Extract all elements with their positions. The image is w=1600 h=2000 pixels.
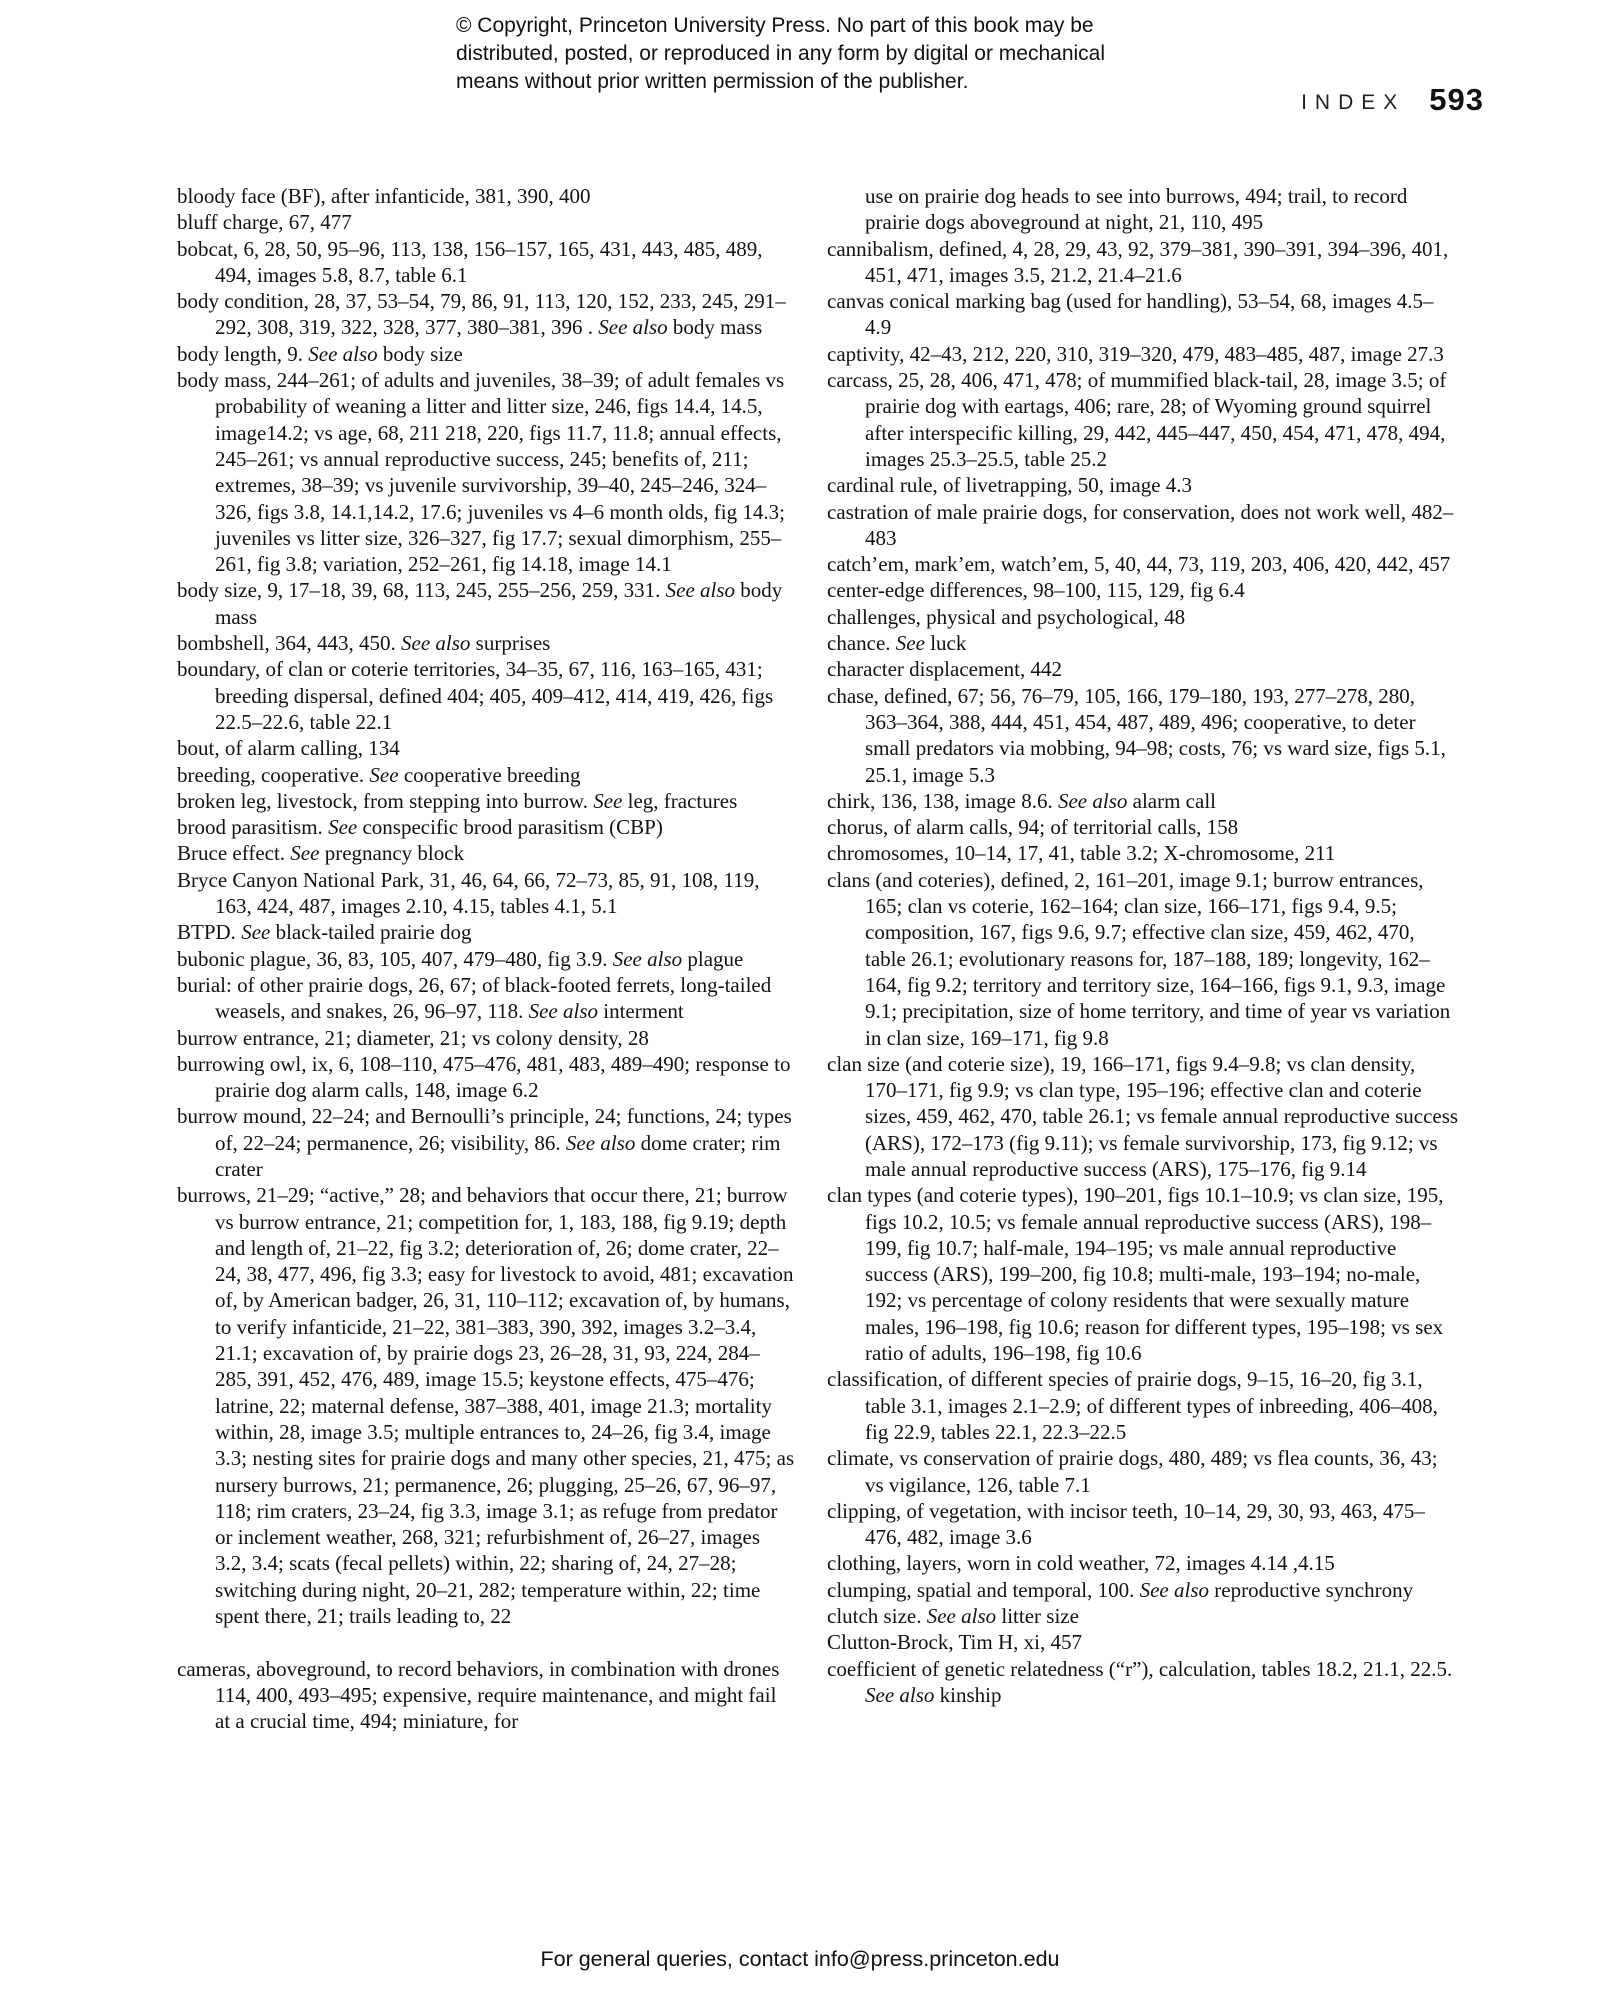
entry-text: clipping, of vegetation, with incisor teeth, 10–14, 29, 30, 93, 463, 475–476, 482, image 3.6 (827, 1498, 1425, 1550)
entry-text: body condition, 28, 37, 53–54, 79, 86, 91, 113, 120, 152, 233, 245, 291–292, 308, 319, 322, 328, 377, 380–381, 396 . (177, 289, 786, 340)
footer-text: For general queries, contact info@press.princeton.edu (540, 1947, 1060, 1971)
index-entry (177, 735, 795, 761)
index-entry (827, 341, 1459, 367)
entry-text: climate, vs conservation of prairie dogs, 480, 489; vs flea counts, 36, 43; vs vigilance, 126, table 7.1 (827, 1446, 1438, 1497)
index-entry (827, 656, 1459, 682)
entry-text: clumping, spatial and temporal, 100. (827, 1577, 1140, 1602)
index-entry (177, 367, 795, 577)
entry-text: plague (682, 946, 744, 971)
entry-text: clutch size. (827, 1604, 927, 1629)
index-entry-continuation (827, 183, 1459, 236)
entry-text: bobcat, 6, 28, 50, 95–96, 113, 138, 156–157, 165, 431, 443, 485, 489, 494, images 5.8, 8.7, table 6.1 (177, 236, 763, 287)
see-reference: See (328, 815, 358, 840)
index-entry (177, 814, 795, 840)
entry-text: burial: of other prairie dogs, 26, 67; of black-footed ferrets, long-tailed weasels, and snakes, 26, 96–97, 118. (177, 972, 772, 1024)
entry-text: captivity, 42–43, 212, 220, 310, 319–320, 479, 483–485, 487, image 27.3 (827, 341, 1444, 366)
entry-text: canvas conical marking bag (used for handling), 53–54, 68, images 4.5–4.9 (827, 289, 1434, 340)
entry-text: luck (924, 631, 967, 656)
entry-text: coefficient of genetic relatedness (“r”), calculation, tables 18.2, 21.1, 22.5. (827, 1656, 1453, 1681)
entry-text: body mass (667, 315, 763, 340)
index-entry (177, 788, 795, 814)
entry-text: body mass, 244–261; of adults and juveniles, 38–39; of adult females vs probability of weaning a litter and litter size, 246, figs 14.4, 14.5, image14.2; vs age, 68, 211 218, 220, figs 11.7, 11.8; annual effects, 245–261; vs annual reproductive success, 245; benefits of, 211; extremes, 38–39; vs juvenile survivorship, 39–40, 245–246, 324–326, figs 3.8, 14.1,14.2, 17.6; juveniles vs 4–6 month olds, fig 14.3; juveniles vs litter size, 326–327, fig 17.7; sexual dimorphism, 255–261, fig 3.8; variation, 252–261, fig 14.18, image 14.1 (177, 368, 785, 577)
see-reference: See also (401, 631, 471, 656)
entry-text: bout, of alarm calling, 134 (177, 736, 400, 761)
index-entry (827, 236, 1459, 289)
index-entry (177, 1182, 795, 1629)
entry-text: bluff charge, 67, 477 (177, 210, 352, 235)
entry-text: body length, 9. (177, 341, 309, 366)
entry-text: cameras, aboveground, to record behaviors, in combination with drones 114, 400, 493–495; expensive, require maintenance, and might fail at a crucial time, 494; miniature, for (177, 1656, 780, 1734)
running-head (1301, 0, 1484, 118)
entry-text: body size, 9, 17–18, 39, 68, 113, 245, 255–256, 259, 331. (177, 578, 666, 603)
entry-text: pregnancy block (319, 841, 465, 866)
index-entry (827, 788, 1459, 814)
copyright-line: means without prior written permission of the publisher. (456, 70, 969, 93)
index-entry (827, 1445, 1459, 1498)
entry-text: burrowing owl, ix, 6, 108–110, 475–476, 481, 483, 489–490; response to prairie dog alarm calls, 148, image 6.2 (177, 1051, 791, 1103)
see-reference: See also (308, 341, 378, 366)
entry-text: brood parasitism. (177, 815, 329, 840)
index-entry (177, 183, 795, 209)
index-column-left (177, 183, 795, 1735)
entry-text: conspecific brood parasitism (CBP) (357, 815, 663, 840)
entry-text: body mass (215, 578, 783, 629)
entry-text: castration of male prairie dogs, for conservation, does not work well, 482–483 (827, 499, 1454, 550)
index-entry (827, 840, 1459, 866)
entry-text: clans (and coteries), defined, 2, 161–201, image 9.1; burrow entrances, 165; clan vs coterie, 162–164; clan size, 166–171, figs 9.4, 9.5; composition, 167, figs 9.6, 9.7; effective clan size, 459, 462, 470, table 26.1; evolutionary reasons for, 187–188, 189; longevity, 162–164, fig 9.2; territory and territory size, 164–166, figs 9.1, 9.3, image 9.1; precipitation, size of home territory, and time of year vs variation in clan size, 169–171, fig 9.8 (827, 867, 1451, 1050)
index-entry (827, 288, 1459, 341)
see-reference: See also (565, 1130, 636, 1155)
index-entry (177, 1051, 795, 1104)
entry-text: chorus, of alarm calls, 94; of territorial calls, 158 (827, 815, 1239, 840)
entry-text: bloody face (BF), after infanticide, 381, 390, 400 (177, 184, 591, 208)
index-entry (827, 814, 1459, 840)
index-column-right (827, 183, 1459, 1708)
index-entry (177, 919, 795, 945)
index-entry (177, 341, 795, 367)
entry-text: clan size (and coterie size), 19, 166–171, figs 9.4–9.8; vs clan density, 170–171, fig 9.9; vs clan type, 195–196; effective clan and coterie sizes, 459, 462, 470, table 26.1; vs female annual reproductive success (ARS), 172–173 (fig 9.11); vs female survivorship, 173, fig 9.12; vs male annual reproductive success (ARS), 175–176, fig 9.14 (827, 1051, 1459, 1181)
see-reference: See (241, 920, 271, 945)
index-entry (827, 499, 1459, 552)
entry-text: body size (377, 341, 463, 366)
entry-text: interment (598, 999, 684, 1024)
see-reference: See (290, 841, 320, 866)
see-reference: See also (865, 1682, 935, 1707)
index-entry (177, 577, 795, 630)
index-entry (177, 209, 795, 235)
entry-text: chirk, 136, 138, image 8.6. (827, 788, 1058, 813)
entry-text: catch’em, mark’em, watch’em, 5, 40, 44, 73, 119, 203, 406, 420, 442, 457 (827, 552, 1451, 577)
index-entry (827, 604, 1459, 630)
page-footer (0, 1947, 1600, 1972)
entry-text: cardinal rule, of livetrapping, 50, image 4.3 (827, 473, 1193, 498)
see-reference: See also (1139, 1577, 1210, 1602)
index-entry (827, 472, 1459, 498)
see-reference: See (895, 631, 925, 656)
entry-text: Bryce Canyon National Park, 31, 46, 64, 66, 72–73, 85, 91, 108, 119, 163, 424, 487, images 2.10, 4.15, tables 4.1, 5.1 (177, 867, 760, 919)
index-entry (827, 1051, 1459, 1182)
entry-text: carcass, 25, 28, 406, 471, 478; of mummified black-tail, 28, image 3.5; of prairie dog with eartags, 406; rare, 28; of Wyoming ground squirrel after interspecific killing, 29, 442, 445–447, 450, 454, 471, 478, 494, images 25.3–25.5, table 25.2 (827, 368, 1447, 471)
index-entry (827, 867, 1459, 1051)
see-reference: See (593, 788, 623, 813)
entry-text: cannibalism, defined, 4, 28, 29, 43, 92, 379–381, 390–391, 394–396, 401, 451, 471, images 3.5, 21.2, 21.4–21.6 (827, 236, 1449, 287)
index-entry (177, 946, 795, 972)
entry-text: black-tailed prairie dog (270, 920, 472, 945)
entry-text: burrow mound, 22–24; and Bernoulli’s principle, 24; functions, 24; types of, 22–24; permanence, 26; visibility, 86. (177, 1104, 792, 1155)
entry-text: clan types (and coterie types), 190–201, figs 10.1–10.9; vs clan size, 195, figs 10.2, 10.5; vs female annual reproductive success (ARS), 198–199, fig 10.7; half-male, 194–195; vs male annual reproductive success (ARS), 199–200, fig 10.8; multi-male, 193–194; no-male, 192; vs percentage of colony residents that were sexually mature males, 196–198, fig 10.6; reason for different types, 195–198; vs sex ratio of adults, 196–198, fig 10.6 (827, 1183, 1444, 1366)
entry-text: litter size (996, 1604, 1079, 1629)
index-entry (827, 1577, 1459, 1603)
entry-text: chance. (827, 631, 896, 656)
entry-text: Bruce effect. (177, 841, 291, 866)
entry-text: boundary, of clan or coterie territories, 34–35, 67, 116, 163–165, 431; breeding dispersal, defined 404; 405, 409–412, 414, 419, 426, figs 22.5–22.6, table 22.1 (177, 657, 774, 734)
see-reference: See also (665, 578, 736, 603)
see-reference: See also (612, 946, 683, 971)
see-reference: See also (598, 315, 668, 340)
page-number: 593 (1429, 82, 1484, 117)
entry-text: burrows, 21–29; “active,” 28; and behaviors that occur there, 21; burrow vs burrow entrance, 21; competition for, 1, 183, 188, fig 9.19; depth and length of, 21–22, fig 3.2; deterioration of, 26; dome crater, 22–24, 38, 477, 496, fig 3.3; easy for livestock to avoid, 481; excavation of, by American badger, 26, 31, 110–112; excavation of, by humans, to verify infanticide, 21–22, 381–383, 390, 392, images 3.2–3.4, 21.1; excavation of, by prairie dogs 23, 26–28, 31, 93, 224, 284–285, 391, 452, 476, 489, image 15.5; keystone effects, 475–476; latrine, 22; maternal defense, 387–388, 401, image 21.3; mortality within, 28, image 3.5; multiple entrances to, 24–26, fig 3.4, image 3.3; nesting sites for prairie dogs and many other species, 21, 475; as nursery burrows, 21; permanence, 26; plugging, 25–26, 67, 96–97, 118; rim craters, 23–24, fig 3.3, image 3.1; as refuge from predator or inclement weather, 268, 321; refurbishment of, 26–27, images 3.2, 3.4; scats (fecal pellets) within, 22; sharing of, 24, 27–28; switching during night, 20–21, 282; temperature within, 22; time spent there, 21; trails leading to, 22 (177, 1183, 795, 1629)
index-entry (827, 551, 1459, 577)
index-entry (827, 367, 1459, 472)
entry-text: reproductive synchrony (1209, 1577, 1414, 1602)
index-entry (177, 972, 795, 1025)
index-entry (827, 1182, 1459, 1366)
index-entry (177, 288, 795, 341)
index-entry (177, 1025, 795, 1051)
index-entry (827, 1498, 1459, 1551)
index-entry (177, 236, 795, 289)
index-entry (827, 1656, 1459, 1709)
index-entry (827, 1603, 1459, 1629)
see-reference: See also (528, 999, 598, 1024)
entry-text: burrow entrance, 21; diameter, 21; vs colony density, 28 (177, 1025, 649, 1050)
index-entry (177, 630, 795, 656)
index-entry (177, 1103, 795, 1182)
index-entry (827, 630, 1459, 656)
see-reference: See also (926, 1604, 997, 1629)
index-entry (177, 762, 795, 788)
entry-text: bombshell, 364, 443, 450. (177, 631, 401, 656)
entry-text: clothing, layers, worn in cold weather, 72, images 4.14 ,4.15 (827, 1551, 1335, 1576)
entry-text: surprises (470, 631, 551, 656)
entry-text: alarm call (1127, 788, 1216, 813)
entry-text: breeding, cooperative. (177, 762, 370, 787)
entry-text: classification, of different species of prairie dogs, 9–15, 16–20, fig 3.1, table 3.1, images 2.1–2.9; of different types of inbreeding, 406–408, fig 22.9, tables 22.1, 22.3–22.5 (827, 1367, 1438, 1444)
index-entry (177, 1656, 795, 1735)
entry-text: chromosomes, 10–14, 17, 41, table 3.2; X-chromosome, 211 (827, 841, 1336, 866)
entry-text: kinship (934, 1682, 1002, 1707)
index-entry (827, 683, 1459, 788)
index-entry (177, 656, 795, 735)
entry-text: chase, defined, 67; 56, 76–79, 105, 166, 179–180, 193, 277–278, 280, 363–364, 388, 444, 451, 454, 487, 489, 496; cooperative, to deter small predators via mobbing, 94–98; costs, 76; vs ward size, figs 5.1, 25.1, image 5.3 (827, 683, 1446, 787)
index-entry (827, 577, 1459, 603)
copyright-notice (456, 12, 1176, 96)
index-entry (177, 840, 795, 866)
copyright-line: © Copyright, Princeton University Press. No part of this book may be (456, 14, 1094, 37)
entry-text: dome crater; rim crater (215, 1130, 781, 1181)
entry-text: Clutton-Brock, Tim H, xi, 457 (827, 1630, 1082, 1655)
entry-text: leg, fractures (622, 788, 738, 813)
index-entry (827, 1629, 1459, 1655)
entry-text: challenges, physical and psychological, 48 (827, 604, 1186, 629)
entry-text: BTPD. (177, 920, 242, 945)
copyright-line: distributed, posted, or reproduced in any form by digital or mechanical (456, 42, 1106, 65)
index-entry (177, 867, 795, 920)
see-reference: See (369, 762, 399, 787)
entry-text: use on prairie dog heads to see into burrows, 494; trail, to record prairie dogs aboveground at night, 21, 110, 495 (865, 184, 1408, 235)
entry-text: center-edge differences, 98–100, 115, 129, fig 6.4 (827, 578, 1245, 603)
entry-text: broken leg, livestock, from stepping into burrow. (177, 788, 594, 813)
running-head-label: INDEX (1301, 91, 1406, 114)
index-entry (827, 1366, 1459, 1445)
entry-text: cooperative breeding (398, 762, 581, 787)
entry-text: character displacement, 442 (827, 657, 1062, 682)
index-entry (827, 1550, 1459, 1576)
see-reference: See also (1057, 788, 1128, 813)
entry-text: bubonic plague, 36, 83, 105, 407, 479–480, fig 3.9. (177, 946, 613, 971)
